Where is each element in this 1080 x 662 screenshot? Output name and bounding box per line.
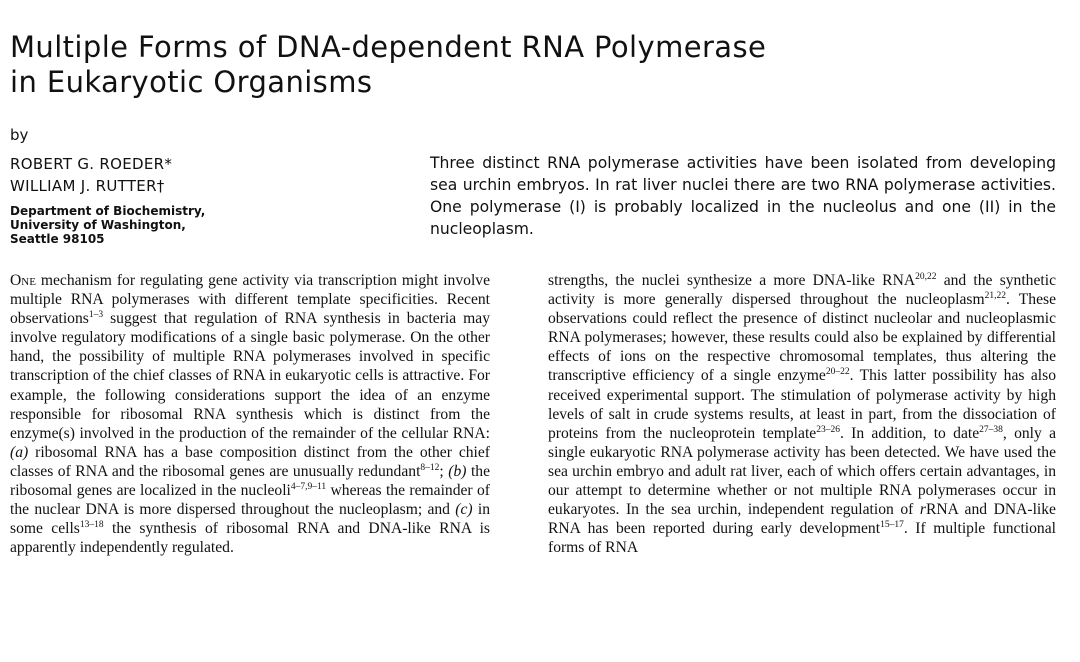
reference: 20,22 bbox=[915, 272, 937, 282]
drop-word: One bbox=[10, 272, 36, 289]
body-column-left bbox=[10, 271, 490, 662]
reference: 15–17 bbox=[880, 520, 904, 531]
reference: 13–18 bbox=[79, 520, 104, 531]
author-rutter: WILLIAM J. RUTTER† bbox=[10, 177, 165, 195]
body-paragraph: One mechanism for regulating gene activity via transcription might involve multiple RNA polymerases with different template specificities. Recent observations$^{1-3}$ suggest that regulation of RNA synthesis in bacteria may involve regulatory modifications of a single basic polymerase. On the other hand, the possibility of multiple RNA polymerases involved in specific transcription of the chief classes of RNA in eukaryotic cells is attractive. For example, the following considerations support the idea of an enzyme responsible for ribosomal RNA synthesis which is distinct from the enzyme(s) involved in the production of the remainder of the cellular RNA: (a) ribosomal RNA has a base composition distinct from the other chief classes of RNA and the ribosomal genes are unusually redundant$^{8-12}$; (b) the ribosomal genes are localized in the nucleoli$^{4-7,9-11}$ whereas the remainder of the nuclear DNA is more dispersed throughout the nucleoplasm; and (c) in some cells$^{13-18}$ the synthesis of ribosomal RNA and DNA-like RNA is apparently independently regulated. bbox=[10, 272, 490, 557]
reference: 20–22 bbox=[825, 367, 850, 378]
affiliation bbox=[10, 204, 205, 246]
reference: 1–3 bbox=[88, 310, 104, 321]
byline: by bbox=[10, 126, 29, 144]
title-line-1: Multiple Forms of DNA-dependent RNA Polymerase bbox=[10, 30, 767, 64]
body-column-right bbox=[548, 271, 1056, 662]
body-paragraph: strengths, the nuclei synthesize a more DNA-like RNA$^{20,22}$ and the synthetic activity is more generally dispersed throughout the nucleoplasm$^{21,22}$. These observations could reflect the presence of distinct nucleolar and nucleoplasmic RNA polymerases; however, these results could also be explained by differential effects of ions on the respective chromosomal templates, thus altering the transcriptive efficiency of a single enzyme$^{20-22}$. This latter possibility has also received experimental support. The stimulation of polymerase activity by high levels of salt in crude systems results, at least in part, from the dissociation of proteins from the nucleoprotein template$^{23-26}$. In addition, to date$^{27-38}$, only a single eukaryotic RNA polymerase activity has been detected. We have used the sea urchin embryo and adult rat liver, each of which offers certain advantages, in our attempt to determine whether or not multiple RNA polymerases occur in eukaryotes. In the sea urchin, independent regulation of rRNA and DNA-like RNA has been reported during early development$^{15-17}$. If multiple functional forms of RNA bbox=[548, 272, 1056, 557]
title-line-2: in Eukaryotic Organisms bbox=[10, 65, 373, 99]
affiliation-line-1: Department of Biochemistry, bbox=[10, 204, 206, 218]
author-list bbox=[10, 153, 172, 197]
abstract: Three distinct RNA polymerase activities have been isolated from developing sea urchin embryos. In rat liver nuclei there are two RNA polymerase activities. One polymerase (I) is probably localized in the nucleolus and one (II) in the nucleoplasm. bbox=[430, 154, 1056, 238]
reference: 4–7,9–11 bbox=[290, 482, 327, 493]
affiliation-line-2: University of Washington, bbox=[10, 218, 186, 232]
author-roeder: ROBERT G. ROEDER* bbox=[10, 155, 173, 173]
article-title bbox=[10, 30, 1070, 100]
reference: 23–26 bbox=[816, 424, 840, 435]
reference: 8–12 bbox=[420, 462, 440, 473]
affiliation-line-3: Seattle 98105 bbox=[10, 232, 105, 246]
reference: 21,22 bbox=[984, 291, 1006, 302]
reference: 27–38 bbox=[979, 424, 1003, 435]
